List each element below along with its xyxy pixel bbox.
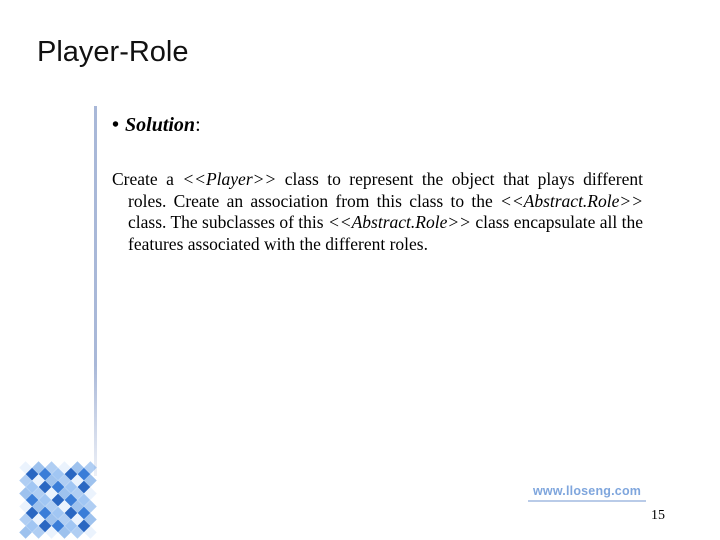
text-segment: class to represent the object that plays different roles. Create an association from this class to the: [128, 169, 643, 211]
bullet-marker: •: [112, 114, 120, 136]
slide-title: Player-Role: [37, 36, 189, 68]
footer-url: www.lloseng.com: [533, 484, 642, 498]
text-segment: class. The subclasses of this: [128, 212, 328, 232]
bullet-heading: [112, 114, 201, 137]
text-segment: Create a: [112, 169, 183, 189]
vertical-divider: [94, 106, 97, 476]
footer-divider: [528, 500, 646, 502]
paragraph-text: [112, 169, 643, 255]
abstract-role-stereotype: <<Abstract.Role>>: [327, 212, 471, 232]
bullet-colon: :: [195, 114, 201, 136]
bullet-label: Solution: [125, 114, 196, 136]
checkered-diamond-logo: [0, 440, 130, 540]
abstract-role-stereotype: <<Abstract.Role>>: [500, 190, 643, 211]
solution-paragraph: [112, 169, 643, 255]
page-number: 15: [651, 508, 665, 523]
text-segment: class encapsulate all the features associated with the different roles.: [128, 212, 643, 254]
player-stereotype: <<Player>>: [182, 169, 277, 189]
